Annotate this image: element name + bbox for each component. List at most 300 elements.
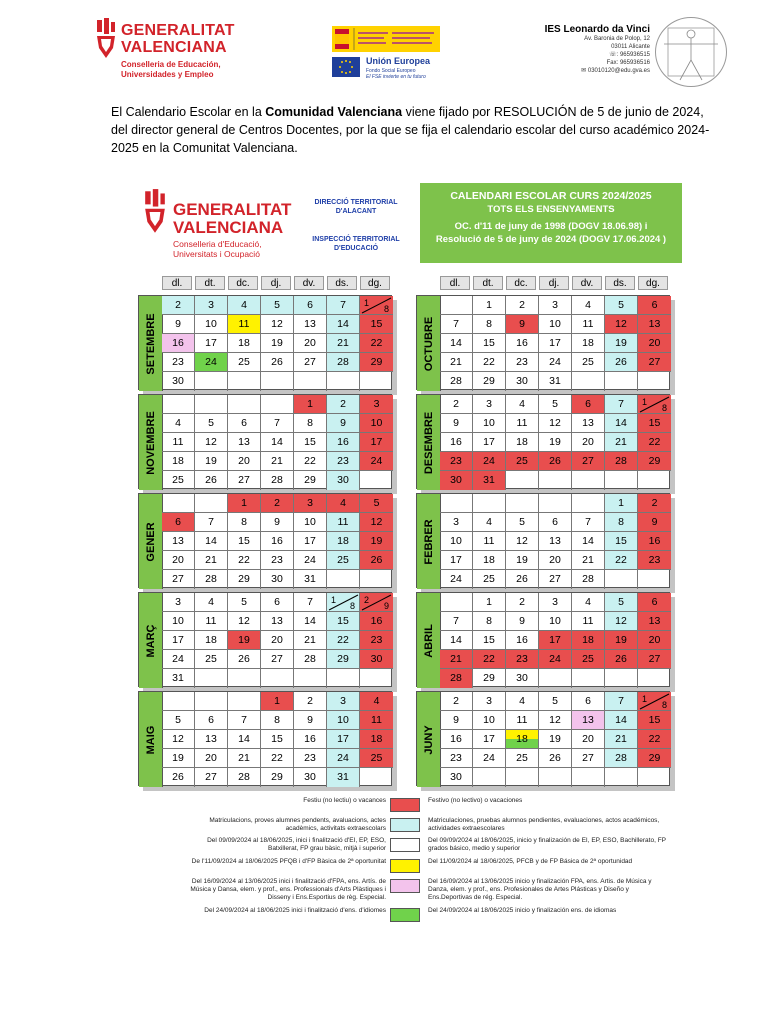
day-cell: 30 <box>327 471 360 490</box>
day-cell: 14 <box>327 315 360 334</box>
school-phone: ☏: 965936515 <box>609 52 650 58</box>
day-cell: 7 <box>228 711 261 730</box>
calendar-title-box <box>420 183 682 263</box>
generalitat-emblem-icon <box>95 18 117 60</box>
vitruvian-man-icon <box>655 17 727 87</box>
weekday-dc: dc. <box>228 276 258 290</box>
day-cell: 9 <box>506 315 539 334</box>
gva-subtitle: Conselleria de Educación, Universidades y Empleo <box>121 60 221 79</box>
day-cell: 3 <box>195 296 228 315</box>
day-cell: 24 <box>440 570 473 589</box>
day-cell: 9 <box>261 513 294 532</box>
day-cell: 4 <box>506 395 539 414</box>
day-cell: 20 <box>572 730 605 749</box>
day-cell: 10 <box>473 414 506 433</box>
day-cell <box>228 692 261 711</box>
day-cell: 21 <box>572 551 605 570</box>
month-body <box>138 493 392 588</box>
month-name: DESEMBRE <box>422 411 435 474</box>
weekday-ds: ds. <box>327 276 357 290</box>
day-cell: 8 <box>294 414 327 433</box>
day-cell: 22 <box>605 551 638 570</box>
legend-swatch <box>390 908 420 922</box>
day-cell: 22 <box>638 433 671 452</box>
day-cell: 18 <box>327 532 360 551</box>
month-name: GENER <box>144 521 157 562</box>
day-cell: 16 <box>162 334 195 353</box>
legend-text-val: Del 09/09/2024 al 18/06/2025, inici i finalització d'EI, EP, ESO, Batxillerat, FP grau bàsic, mitjà i superior <box>207 837 386 852</box>
day-cell: 6 <box>638 593 671 612</box>
eu-title: Unión Europea <box>366 56 431 66</box>
day-number: 9 <box>383 601 389 611</box>
day-cell: 29 <box>294 471 327 490</box>
day-cell: 18 <box>506 730 539 749</box>
day-cell: 3 <box>294 494 327 513</box>
day-cell: 13 <box>638 612 671 631</box>
month-body <box>416 691 670 786</box>
day-cell: 29 <box>473 372 506 391</box>
day-cell <box>539 471 572 490</box>
day-cell: 21 <box>261 452 294 471</box>
month-name: NOVEMBRE <box>144 410 157 475</box>
day-cell: 8 <box>228 513 261 532</box>
generalitat-logo <box>95 18 235 84</box>
day-cell: 18 <box>228 334 261 353</box>
day-cell: 2 <box>638 494 671 513</box>
legend-swatch <box>390 879 420 893</box>
day-cell: 25 <box>506 749 539 768</box>
month-label <box>139 692 163 787</box>
day-cell: 13 <box>638 315 671 334</box>
weekday-dt: dt. <box>195 276 225 290</box>
day-cell <box>572 372 605 391</box>
day-cell: 10 <box>162 612 195 631</box>
day-cell: 18 <box>473 551 506 570</box>
day-cell: 30 <box>440 768 473 787</box>
day-cell: 20 <box>572 433 605 452</box>
day-cell <box>506 471 539 490</box>
day-cell: 21 <box>327 334 360 353</box>
legend-text-val: Matriculacions, proves alumnes pendents, avaluacions, actes acadèmics, activitats extraescolars <box>209 817 386 832</box>
month-body <box>416 394 670 489</box>
day-cell: 3 <box>473 395 506 414</box>
day-cell <box>539 669 572 688</box>
month-octubre <box>416 295 670 390</box>
direccio-territorial: DIRECCIÓ TERRITORIAL D'ALACANT INSPECCIÓ TERRITORIAL D'EDUCACIÓ <box>312 199 400 252</box>
day-cell: 26 <box>605 353 638 372</box>
day-cell: 5 <box>539 395 572 414</box>
day-cell: 19 <box>539 433 572 452</box>
day-cell <box>605 570 638 589</box>
month-novembre <box>138 394 392 489</box>
day-cell: 28 <box>327 353 360 372</box>
day-cell: 22 <box>360 334 393 353</box>
day-cell: 23 <box>506 353 539 372</box>
day-cell: 14 <box>261 433 294 452</box>
calendar-gva-subtitle: Conselleria d'Educació, Universitats i Ocupació <box>173 239 262 259</box>
day-cell: 7 <box>195 513 228 532</box>
day-cell <box>605 669 638 688</box>
day-cell: 11 <box>327 513 360 532</box>
day-cell: 10 <box>473 711 506 730</box>
day-cell: 6 <box>572 395 605 414</box>
day-cell: 15 <box>261 730 294 749</box>
day-cell <box>228 372 261 391</box>
day-cell: 26 <box>195 471 228 490</box>
day-cell: 13 <box>294 315 327 334</box>
legend-text-val: Del 24/09/2024 al 18/06/2025 inici i finalització d'ens. d'idiomes <box>204 907 386 914</box>
legend-text-cas: Del 16/09/2024 al 13/06/2025 inicio y finalización FPA, ens. Artis. de Música y Danza, elem. y prof., ens. Profesionales de Artes Plásticas y Diseño y Ens.Deportivas de rég. Especial. <box>428 878 652 901</box>
day-cell: 9 <box>638 513 671 532</box>
day-cell: 20 <box>195 749 228 768</box>
day-cell: 11 <box>506 711 539 730</box>
day-cell: 18 <box>506 433 539 452</box>
day-cell: 21 <box>228 749 261 768</box>
day-cell: 5 <box>360 494 393 513</box>
day-cell: 16 <box>506 631 539 650</box>
legend-swatch <box>390 798 420 812</box>
day-cell: 12 <box>506 532 539 551</box>
day-cell: 20 <box>261 631 294 650</box>
calendar-legal-ref: OC. d'11 de juny de 1998 (DOGV 18.06.98) i Resolució de 5 de juny de 2024 (DOGV 17.06.2024 ) <box>435 221 667 245</box>
day-cell: 2 <box>440 395 473 414</box>
eu-flag-icon <box>332 57 360 77</box>
day-cell: 14 <box>572 532 605 551</box>
day-cell: 24 <box>195 353 228 372</box>
day-cell: 7 <box>261 414 294 433</box>
day-cell: 14 <box>605 414 638 433</box>
day-cell: 28 <box>261 471 294 490</box>
day-cell: 14 <box>440 334 473 353</box>
day-cell: 20 <box>638 334 671 353</box>
day-cell: 16 <box>360 612 393 631</box>
month-name: MARÇ <box>144 624 157 657</box>
day-cell: 23 <box>440 749 473 768</box>
day-cell: 15 <box>638 711 671 730</box>
intro-paragraph: El Calendario Escolar en la Comunidad Valenciana viene fijado por RESOLUCIÓN de 5 de junio de 2024, del director general de Centros Docentes, por la que se fija el calendario escolar del curso académico 2024-2025 en la Comunitat Valenciana. <box>111 105 710 155</box>
day-cell <box>473 494 506 513</box>
day-cell: 2 <box>506 593 539 612</box>
day-cell: 9 <box>506 612 539 631</box>
day-cell <box>162 395 195 414</box>
day-cell: 25 <box>506 452 539 471</box>
day-cell: 21 <box>440 650 473 669</box>
day-cell: 19 <box>162 749 195 768</box>
day-cell: 27 <box>638 650 671 669</box>
day-cell: 1 <box>473 296 506 315</box>
day-cell: 29 <box>360 353 393 372</box>
legend-swatch <box>390 838 420 852</box>
legend-text-cas: Festivo (no lectivo) o vacaciones <box>428 797 523 804</box>
day-cell: 26 <box>261 353 294 372</box>
day-cell: 4 <box>473 513 506 532</box>
day-cell: 19 <box>228 631 261 650</box>
calendar-gva-logo <box>143 187 293 257</box>
month-name: OCTUBRE <box>422 316 435 371</box>
day-cell: 18 <box>162 452 195 471</box>
day-cell <box>360 471 393 490</box>
day-cell: 6 <box>572 692 605 711</box>
day-cell: 26 <box>506 570 539 589</box>
day-cell <box>162 692 195 711</box>
eu-subtitle: Fondo Social Europeo El FSE invierte en tu futuro <box>366 68 426 80</box>
day-cell <box>539 494 572 513</box>
day-cell <box>638 372 671 391</box>
day-cell: 23 <box>261 551 294 570</box>
day-cell: 10 <box>539 612 572 631</box>
day-cell <box>360 296 393 315</box>
day-cell: 5 <box>261 296 294 315</box>
school-info <box>540 24 650 75</box>
day-cell: 29 <box>473 669 506 688</box>
day-cell: 19 <box>506 551 539 570</box>
day-cell: 23 <box>638 551 671 570</box>
weekday-dj: dj. <box>539 276 569 290</box>
day-cell: 9 <box>440 711 473 730</box>
weekday-dl: dl. <box>162 276 192 290</box>
day-cell: 26 <box>605 650 638 669</box>
day-cell: 28 <box>195 570 228 589</box>
day-cell: 14 <box>440 631 473 650</box>
day-cell: 4 <box>195 593 228 612</box>
day-cell <box>473 768 506 787</box>
day-cell: 25 <box>195 650 228 669</box>
month-body <box>416 493 670 588</box>
day-cell: 10 <box>294 513 327 532</box>
day-cell: 7 <box>440 315 473 334</box>
day-cell: 4 <box>572 296 605 315</box>
day-cell <box>605 768 638 787</box>
day-cell <box>638 471 671 490</box>
day-cell <box>195 494 228 513</box>
month-label <box>417 395 441 490</box>
month-name: MAIG <box>144 725 157 754</box>
day-cell: 26 <box>228 650 261 669</box>
day-cell <box>638 395 671 414</box>
weekday-ds: ds. <box>605 276 635 290</box>
day-cell: 20 <box>228 452 261 471</box>
calendar-gva-title: GENERALITAT VALENCIANA <box>173 200 292 237</box>
month-body <box>138 691 392 786</box>
day-cell: 7 <box>605 395 638 414</box>
day-cell: 10 <box>360 414 393 433</box>
weekday-dg: dg. <box>638 276 668 290</box>
day-cell: 11 <box>572 612 605 631</box>
day-cell: 10 <box>327 711 360 730</box>
day-cell: 18 <box>360 730 393 749</box>
month-label <box>417 692 441 787</box>
day-cell: 12 <box>539 414 572 433</box>
day-cell: 13 <box>261 612 294 631</box>
day-cell: 25 <box>473 570 506 589</box>
day-cell: 3 <box>327 692 360 711</box>
day-number: 1 <box>642 397 648 407</box>
day-cell: 10 <box>539 315 572 334</box>
day-cell <box>605 471 638 490</box>
day-cell: 2 <box>506 296 539 315</box>
day-cell: 15 <box>294 433 327 452</box>
month-label <box>139 395 163 490</box>
day-cell: 23 <box>162 353 195 372</box>
day-cell: 9 <box>294 711 327 730</box>
school-fax: Fax: 965936516 <box>606 60 650 66</box>
month-maig <box>138 691 392 786</box>
day-number: 1 <box>642 694 648 704</box>
day-cell: 26 <box>539 452 572 471</box>
day-cell: 26 <box>360 551 393 570</box>
day-cell: 18 <box>195 631 228 650</box>
day-cell: 17 <box>473 730 506 749</box>
day-cell: 31 <box>539 372 572 391</box>
month-body <box>138 295 392 390</box>
day-cell: 13 <box>195 730 228 749</box>
weekday-dt: dt. <box>473 276 503 290</box>
day-cell: 23 <box>327 452 360 471</box>
month-label <box>139 296 163 391</box>
day-cell: 12 <box>162 730 195 749</box>
day-cell: 3 <box>162 593 195 612</box>
legend-swatch <box>390 818 420 832</box>
day-cell: 20 <box>638 631 671 650</box>
day-number: 1 <box>331 595 337 605</box>
day-cell: 4 <box>327 494 360 513</box>
day-cell: 27 <box>572 749 605 768</box>
day-cell: 15 <box>473 631 506 650</box>
generalitat-emblem-icon <box>143 187 167 237</box>
month-label <box>417 593 441 688</box>
day-cell: 9 <box>162 315 195 334</box>
day-cell <box>327 669 360 688</box>
day-cell: 13 <box>228 433 261 452</box>
day-cell <box>572 669 605 688</box>
day-cell: 30 <box>162 372 195 391</box>
day-cell: 1 <box>605 494 638 513</box>
day-cell: 5 <box>195 414 228 433</box>
day-cell <box>638 768 671 787</box>
month-setembre <box>138 295 392 390</box>
day-number: 8 <box>661 700 667 710</box>
day-cell: 10 <box>195 315 228 334</box>
day-cell: 19 <box>539 730 572 749</box>
legend-text-val: De l'11/09/2024 al 18/06/2025 PFQB i d'FP Bàsica de 2ª oportunitat <box>191 858 386 865</box>
day-cell: 7 <box>294 593 327 612</box>
school-address: Av. Baronia de Polop, 12 <box>584 36 650 42</box>
day-cell: 3 <box>539 593 572 612</box>
month-label <box>139 593 163 688</box>
day-cell: 7 <box>440 612 473 631</box>
day-cell <box>360 768 393 787</box>
day-cell: 8 <box>473 612 506 631</box>
weekday-dv: dv. <box>572 276 602 290</box>
day-cell: 1 <box>261 692 294 711</box>
month-body <box>416 592 670 687</box>
day-cell <box>360 669 393 688</box>
day-cell: 15 <box>605 532 638 551</box>
day-number: 8 <box>349 601 355 611</box>
day-cell: 10 <box>440 532 473 551</box>
day-cell: 12 <box>261 315 294 334</box>
day-cell: 24 <box>539 353 572 372</box>
day-cell: 15 <box>638 414 671 433</box>
day-cell: 21 <box>605 433 638 452</box>
month-gener <box>138 493 392 588</box>
day-cell: 12 <box>539 711 572 730</box>
day-cell: 17 <box>473 433 506 452</box>
day-cell: 8 <box>261 711 294 730</box>
day-cell <box>195 692 228 711</box>
day-cell: 11 <box>228 315 261 334</box>
day-cell: 16 <box>506 334 539 353</box>
day-cell: 22 <box>261 749 294 768</box>
day-cell: 22 <box>327 631 360 650</box>
day-cell: 17 <box>195 334 228 353</box>
day-cell: 6 <box>261 593 294 612</box>
day-cell: 27 <box>228 471 261 490</box>
day-cell: 28 <box>294 650 327 669</box>
month-name: ABRIL <box>422 623 435 658</box>
day-cell: 18 <box>572 334 605 353</box>
day-cell: 30 <box>360 650 393 669</box>
day-cell: 12 <box>360 513 393 532</box>
day-cell: 22 <box>294 452 327 471</box>
day-cell: 25 <box>162 471 195 490</box>
day-cell: 17 <box>360 433 393 452</box>
day-cell: 11 <box>360 711 393 730</box>
weekday-header-left <box>162 276 393 290</box>
day-cell: 5 <box>539 692 572 711</box>
day-cell: 28 <box>605 749 638 768</box>
day-cell: 1 <box>228 494 261 513</box>
day-cell: 1 <box>294 395 327 414</box>
gva-title: GENERALITAT VALENCIANA <box>121 22 235 56</box>
day-cell: 6 <box>294 296 327 315</box>
day-cell <box>506 768 539 787</box>
day-cell: 5 <box>605 593 638 612</box>
day-cell: 22 <box>473 650 506 669</box>
day-cell: 4 <box>506 692 539 711</box>
day-cell: 24 <box>360 452 393 471</box>
calendar-title: CALENDARI ESCOLAR CURS 2024/2025 <box>450 190 652 202</box>
weekday-dj: dj. <box>261 276 291 290</box>
day-cell <box>261 395 294 414</box>
ministry-logo <box>332 26 440 52</box>
day-cell: 19 <box>360 532 393 551</box>
day-cell: 23 <box>360 631 393 650</box>
day-cell: 29 <box>638 749 671 768</box>
day-cell: 26 <box>162 768 195 787</box>
day-cell: 4 <box>360 692 393 711</box>
day-cell: 9 <box>327 414 360 433</box>
weekday-dl: dl. <box>440 276 470 290</box>
day-cell: 19 <box>261 334 294 353</box>
day-cell: 11 <box>162 433 195 452</box>
day-cell <box>360 593 393 612</box>
day-cell: 13 <box>539 532 572 551</box>
legend-text-val: Festiu (no lectiu) o vacances <box>303 797 386 804</box>
day-cell: 5 <box>162 711 195 730</box>
day-cell: 29 <box>228 570 261 589</box>
day-cell: 31 <box>473 471 506 490</box>
day-cell: 20 <box>294 334 327 353</box>
day-cell <box>638 570 671 589</box>
day-cell: 20 <box>162 551 195 570</box>
day-cell: 15 <box>473 334 506 353</box>
day-cell: 29 <box>261 768 294 787</box>
day-cell: 25 <box>327 551 360 570</box>
legend-text-cas: Del 11/09/2024 al 18/06/2025, PFCB y de FP Básica de 2ª oportunidad <box>428 858 633 865</box>
day-cell <box>360 372 393 391</box>
day-cell: 28 <box>440 669 473 688</box>
